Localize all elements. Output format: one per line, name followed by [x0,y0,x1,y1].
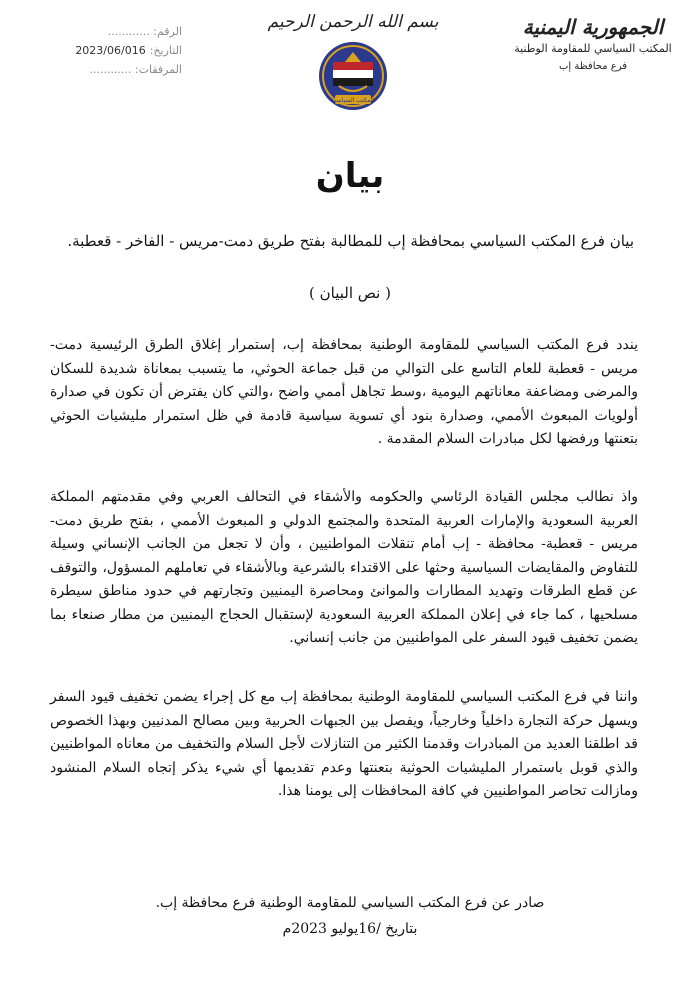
statement-text-label: ( نص البيان ) [309,284,391,302]
paragraph-1: يندد فرع المكتب السياسي للمقاومة الوطنية بمحافظة إب، إستمرار إغلاق الطرق الرئيسية دمت-مريس - قعطبة للعام التاسع على التوالي من قبل جماعة الحوثي، ما يتسبب بمعاناة شديدة للسكان والمرضى ومضاعفة معاناتهم اليومية ،وسط تجاهل أممي واضح ،والتي كان يفترض أن تكون في صدارة أولويات المبعوث الأممي، وصدارة بنود أي تسوية سياسية قادمة في ظل استمرار مليشيات الحوثي بتعنتها ورفضها لكل مبادرات السلام المقدمة . [50,337,638,447]
office-name: المكتب السياسي للمقاومة الوطنية [514,42,672,55]
letterhead-center [258,8,448,112]
ref-attachments-row: المرفقات : ............ [89,63,182,76]
republic-name: الجمهورية اليمنية [522,15,664,39]
branch-name: فرع محافظة إب [558,61,628,72]
ref-number-label: الرقم [156,25,182,38]
letterhead-right [508,14,678,76]
ref-attachments-label: المرفقات [138,63,182,76]
paragraph-2: واذ نطالب مجلس القيادة الرئاسي والحكومه والأشقاء في التحالف العربي وفي مقدمتهم المملكة العربية السعودية والإمارات العربية المتحدة والمجتمع الدولي و المبعوث الأممي ، بفتح طريق دمت-مريس - قعطبة- محافظة - إب أمام تنقلات المواطنيين ، وأن لا تجعل من الجانب الإنساني وسيلة للتفاوض والمقايضات السياسية وحثها على الاقتداء بالشرعية وبالأشقاء في تعاملهم المسؤول، والتوقف عن قطع الطرقات وتهديد المطارات والموانئ ومحاصرة اليمنيين وتجارتهم في حدود مناطق سيطرة مسلحيها ، كما جاء في إعلان المملكة العربية السعودية لإستقبال الحجاج اليمنيين من مطار صنعاء بما يضمن تخفيف قيود السفر على المواطنيين من جانب إنساني. [50,489,638,646]
document-subject: بيان فرع المكتب السياسي بمحافظة إب للمطالبة بفتح طريق دمت-مريس - الفاخر - قعطبة. [67,232,634,250]
document-footer [0,890,700,942]
basmala: بسم الله الرحمن الرحيم [267,12,439,32]
ref-date-label: التاريخ [153,44,182,57]
party-logo [317,40,389,112]
logo-caption: المكتب السياسي [331,97,375,104]
ref-number-row: الرقم : ............ [107,25,182,38]
letterhead-left [32,22,182,79]
ref-date-value: 2023/06/016 [75,44,146,57]
ref-date-row: التاريخ : 2023/06/016 [75,44,182,57]
paragraph-3: واننا في فرع المكتب السياسي للمقاومة الوطنية بمحافظة إب مع كل إجراء يضمن تخفيف قيود السفر ويسهل حركة التجارة داخلياً وخارجياً، ويفصل بين الجبهات الحربية وبين مصالح المدنيين وبهذا الخصوص قد اطلقنا العديد من المبادرات وقدمنا الكثير من التنازلات لأجل السلام والتخفيف من معاناه المواطنيين والذي قوبل باستمرار المليشيات الحوثية بتعنتها وعدم تقديمها أي شيء يذكر إتجاه السلام المنشود ومازالت تحاصر المواطنيين في كافة المحافظات إلى يومنا هذا. [50,689,638,799]
issued-by: صادر عن فرع المكتب السياسي للمقاومة الوطنية فرع محافظة إب. [155,895,545,911]
issue-date: بتاريخ /16يوليو 2023م [282,921,418,937]
document-title: بيان [315,156,385,196]
